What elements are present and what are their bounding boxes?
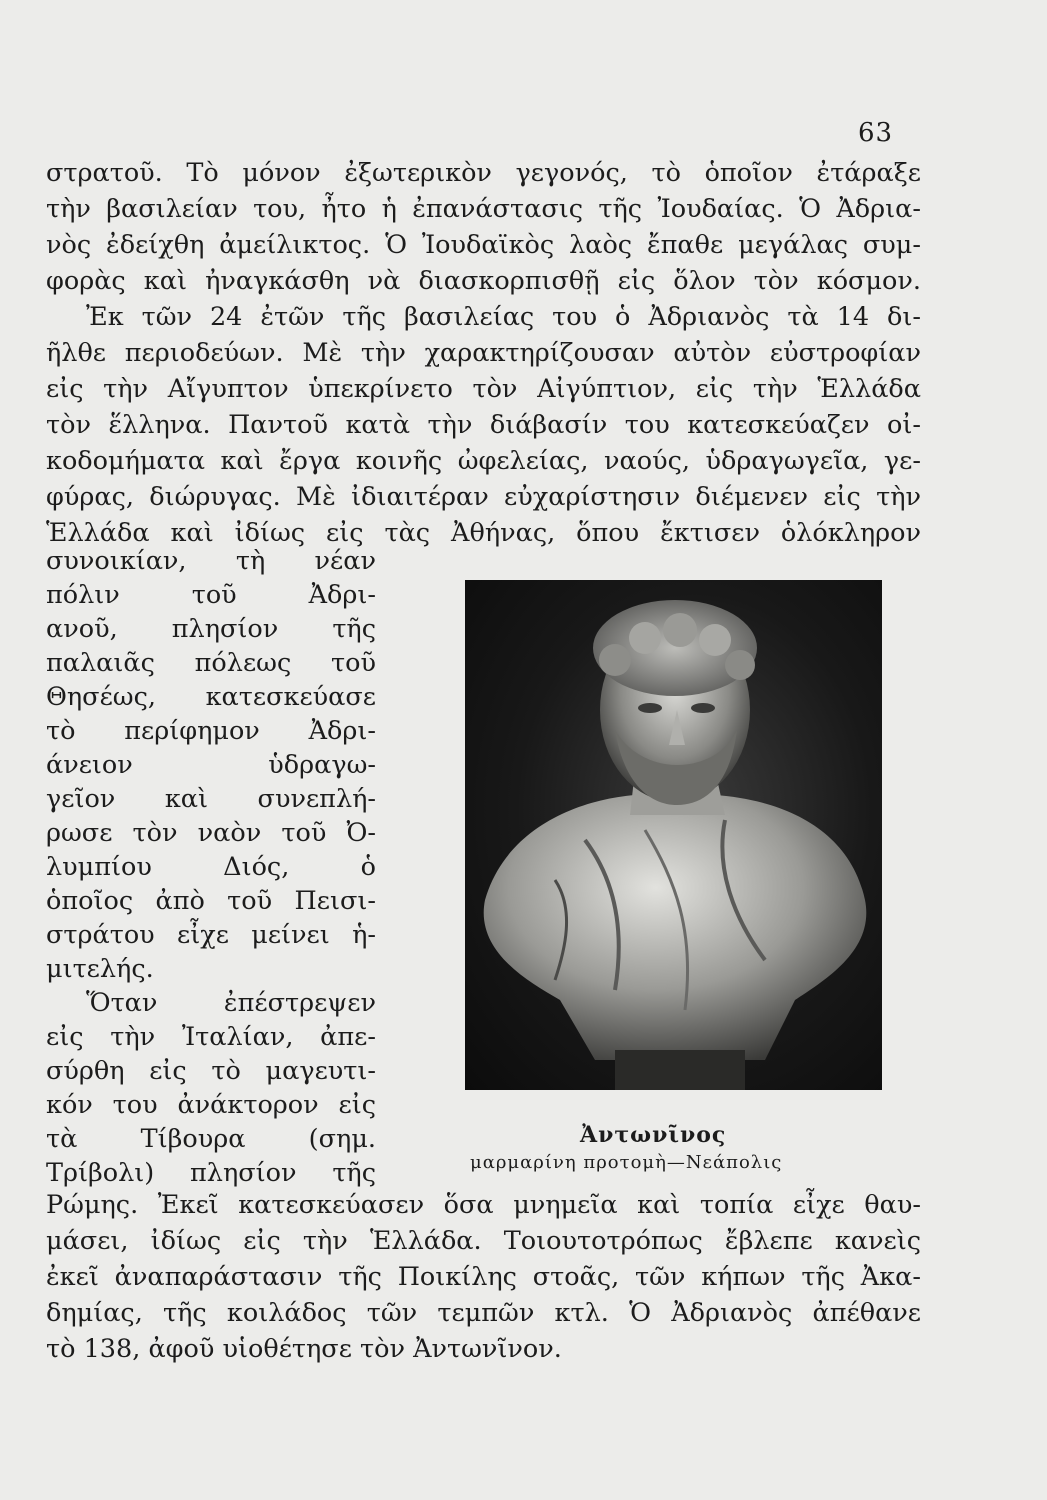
figure-caption-subtitle: μαρμαρίνη προτομὴ—Νεάπολις [470, 1152, 783, 1173]
text-line: συνοικίαν, τὴ νέαν [46, 546, 376, 576]
text-line: άνειον ὑδραγω- [46, 750, 376, 780]
text-line: εἰς τὴν Ἰταλίαν, ἀπε- [46, 1022, 376, 1052]
bust-photograph [465, 580, 882, 1090]
text-line: τὸ περίφημον Ἀδρι- [46, 716, 376, 746]
text-line: τὰ Τίβουρα (σημ. [46, 1124, 376, 1154]
text-line: Θησέως, κατεσκεύασε [46, 682, 376, 712]
text-line: στράτου εἶχε μείνει ἡ- [46, 920, 376, 950]
text-line: λυμπίου Διός, ὁ [46, 852, 376, 882]
text-line: ανοῦ, πλησίον τῆς [46, 614, 376, 644]
text-line: μιτελής. [46, 954, 154, 984]
text-line: νὸς ἐδείχθη ἀμείλικτος. Ὁ Ἰουδαϊκὸς λαὸς ἔπαθε μεγάλας συμ- [46, 230, 921, 260]
page-number: 63 [858, 118, 894, 148]
text-line: παλαιᾶς πόλεως τοῦ [46, 648, 376, 678]
text-line: κόν του ἀνάκτορον εἰς [46, 1090, 376, 1120]
text-line: στρατοῦ. Τὸ μόνον ἐξωτερικὸν γεγονός, τὸ ὁποῖον ἐτάραξε [46, 158, 921, 188]
text-line: πόλιν τοῦ Ἀδρι- [46, 580, 376, 610]
text-line: Ἑλλάδα καὶ ἰδίως εἰς τὰς Ἀθήνας, ὅπου ἔκτισεν ὁλόκληρον [46, 518, 921, 548]
text-line: τὴν βασιλείαν του, ἦτο ἡ ἐπανάστασις τῆς Ἰουδαίας. Ὁ Ἀδρια- [46, 194, 921, 224]
text-line: μάσει, ἰδίως εἰς τὴν Ἑλλάδα. Τοιουτοτρόπως ἔβλεπε κανεὶς [46, 1226, 921, 1256]
text-line: Ρώμης. Ἐκεῖ κατεσκεύασεν ὅσα μνημεῖα καὶ τοπία εἶχε θαυ- [46, 1190, 921, 1220]
text-line: ὁποῖος ἀπὸ τοῦ Πεισι- [46, 886, 376, 916]
text-line: Ἐκ τῶν 24 ἐτῶν τῆς βασιλείας του ὁ Ἀδριανὸς τὰ 14 δι- [86, 302, 921, 332]
text-line: σύρθη εἰς τὸ μαγευτι- [46, 1056, 376, 1086]
text-line: δημίας, τῆς κοιλάδος τῶν τεμπῶν κτλ. Ὁ Ἀδριανὸς ἀπέθανε [46, 1298, 921, 1328]
text-line: φύρας, διώρυγας. Μὲ ἰδιαιτέραν εὐχαρίστησιν διέμενεν εἰς τὴν [46, 482, 921, 512]
text-line: γεῖον καὶ συνεπλή- [46, 784, 376, 814]
text-line: ἐκεῖ ἀναπαράστασιν τῆς Ποικίλης στοᾶς, τῶν κήπων τῆς Ἀκα- [46, 1262, 921, 1292]
text-line: Τρίβολι) πλησίον τῆς [46, 1158, 376, 1188]
text-line: κοδομήματα καὶ ἔργα κοινῆς ὠφελείας, ναούς, ὑδραγωγεῖα, γε- [46, 446, 921, 476]
figure-caption-title: Ἀντωνῖνος [580, 1122, 727, 1148]
text-line: φορὰς καὶ ἠναγκάσθη νὰ διασκορπισθῇ εἰς ὅλον τὸν κόσμον. [46, 266, 921, 296]
text-line: εἰς τὴν Αἴγυπτον ὑπεκρίνετο τὸν Αἰγύπτιον, εἰς τὴν Ἑλλάδα [46, 374, 921, 404]
text-line: ρωσε τὸν ναὸν τοῦ Ὀ- [46, 818, 376, 848]
text-line: ῆλθε περιοδεύων. Μὲ τὴν χαρακτηρίζουσαν αὐτὸν εὐστροφίαν [46, 338, 921, 368]
text-line: τὸν ἕλληνα. Παντοῦ κατὰ τὴν διάβασίν του κατεσκεύαζεν οἰ- [46, 410, 921, 440]
bust-illustration [465, 580, 882, 1090]
text-line: Ὅταν ἐπέστρεψεν [86, 988, 376, 1018]
text-line: τὸ 138, ἀφοῦ υἱοθέτησε τὸν Ἀντωνῖνον. [46, 1334, 562, 1364]
